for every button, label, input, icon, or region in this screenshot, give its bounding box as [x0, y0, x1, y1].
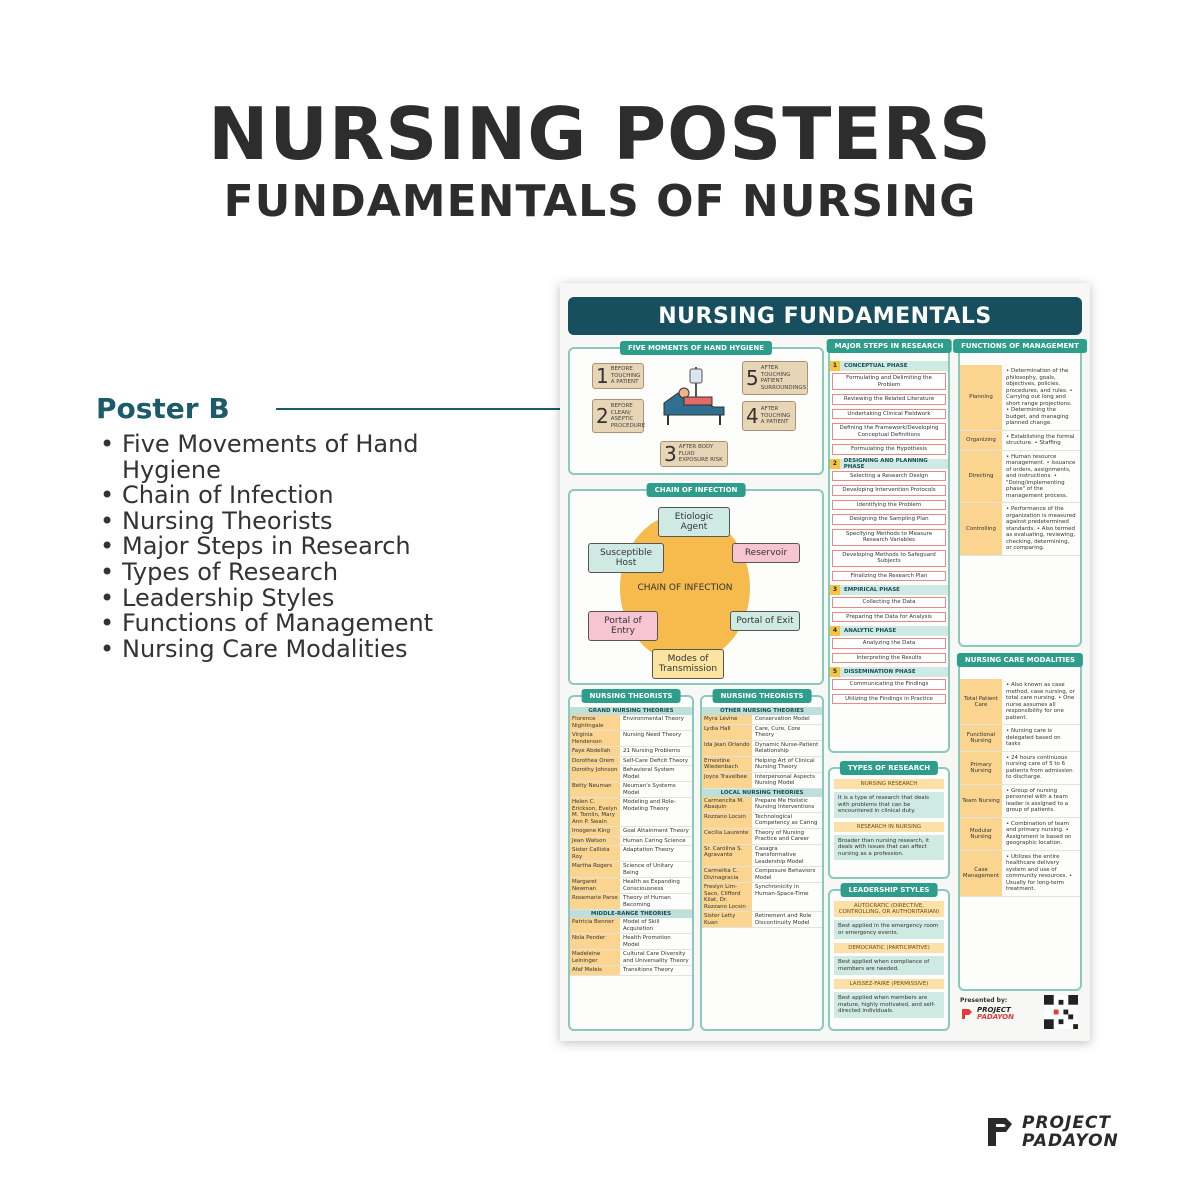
- research-step: Specifying Methods to Measure Research Variables: [832, 529, 946, 546]
- research-steps-section: [828, 342, 950, 753]
- theory-name: Theory of Nursing Practice and Career: [755, 829, 810, 842]
- chain-node-portal-exit: Portal of Exit: [730, 611, 800, 631]
- table-row: [702, 741, 822, 757]
- theory-name: Conservation Model: [755, 716, 810, 722]
- leadership-style-desc: Best applied in the emergency room or emergency events.: [834, 920, 944, 939]
- table-row: [570, 846, 692, 862]
- brand-logo: [984, 1114, 1119, 1150]
- research-step: Developing Intervention Protocols: [832, 485, 946, 496]
- table-row: [702, 883, 822, 912]
- hand-hygiene-moment: 4 AFTER TOUCHING A PATIENT: [742, 401, 796, 431]
- table-row: [702, 912, 822, 928]
- presenter-logo-icon: [960, 1007, 974, 1021]
- research-step: Identifying the Problem: [832, 500, 946, 511]
- theory-name: Modeling and Role-Modeling Theory: [623, 799, 676, 812]
- theorist-name: Imogene King: [570, 827, 620, 836]
- theory-name: Adaptation Theory: [623, 847, 674, 853]
- research-type-label: NURSING RESEARCH: [834, 779, 944, 789]
- theorist-name: Lydia Hall: [702, 725, 752, 740]
- table-row: [960, 851, 1080, 897]
- padayon-logo-icon: [984, 1114, 1016, 1150]
- research-phase: 4 ANALYTIC PHASE: [830, 626, 948, 636]
- theorist-name: Ida Jean Orlando: [702, 741, 752, 756]
- theorist-name: Helen C. Erickson, Evelyn M. Tomlin, Mary Ann P. Swain: [570, 798, 620, 826]
- table-row: [960, 785, 1080, 818]
- theorist-name: Rosemarie Parse: [570, 894, 620, 909]
- theorist-name: Ernestine Wiedenbach: [702, 757, 752, 772]
- research-step: Developing Methods to Safeguard Subjects: [832, 550, 946, 567]
- row-key: Total Patient Care: [960, 679, 1002, 724]
- table-row: [702, 867, 822, 883]
- leadership-style-desc: Best applied when compliance of members are needed.: [834, 956, 944, 975]
- table-row: [570, 950, 692, 966]
- theorist-name: Nola Pender: [570, 934, 620, 949]
- poster-title: NURSING FUNDAMENTALS: [568, 297, 1082, 335]
- theory-name: Nursing Need Theory: [623, 732, 682, 738]
- table-row: [570, 766, 692, 782]
- chain-node-etiologic: Etiologic Agent: [658, 507, 730, 537]
- chain-of-infection-section: [568, 486, 824, 685]
- table-row: [570, 731, 692, 747]
- theorist-name: Dorothy Johnson: [570, 766, 620, 781]
- table-row: [960, 752, 1080, 785]
- leadership-section: [828, 886, 950, 1031]
- qr-code-icon[interactable]: [1044, 995, 1078, 1029]
- row-key: Controlling: [960, 503, 1002, 555]
- theorist-name: Carmelita C. Divinagracia: [702, 867, 752, 882]
- table-row: [702, 725, 822, 741]
- chain-heading: CHAIN OF INFECTION: [647, 483, 746, 497]
- row-key: Case Management: [960, 851, 1002, 896]
- table-row: [570, 934, 692, 950]
- presented-by-label: Presented by:: [960, 997, 1008, 1004]
- theorist-name: Rozzano Locsin: [702, 813, 752, 828]
- chain-node-transmission: Modes of Transmission: [652, 649, 724, 679]
- theory-name: Helping Art of Clinical Nursing Theory: [755, 757, 815, 770]
- feature-list: [96, 432, 496, 662]
- theorist-name: Martha Rogers: [570, 862, 620, 877]
- research-phase: 5 DISSEMINATION PHASE: [830, 667, 948, 677]
- table-row: [702, 829, 822, 845]
- table-row: [570, 747, 692, 757]
- list-item: • Leadership Styles: [96, 586, 496, 612]
- table-row: [570, 715, 692, 731]
- leadership-style-label: AUTOCRATIC (DIRECTIVE, CONTROLLING, OR AUTHORITARIAN): [834, 901, 944, 917]
- research-phase: 3 EMPIRICAL PHASE: [830, 585, 948, 595]
- theory-name: Casagra Transformative Leadership Model: [755, 845, 804, 865]
- theorist-name: Margaret Newman: [570, 878, 620, 893]
- list-item: • Major Steps in Research: [96, 534, 496, 560]
- grand-theories-subhead: GRAND NURSING THEORIES: [570, 707, 692, 715]
- table-row: [570, 862, 692, 878]
- list-item: • Nursing Care Modalities: [96, 637, 496, 663]
- theory-name: Health as Expanding Consciousness: [623, 879, 680, 892]
- theorist-name: Sr. Carolina S. Agravante: [702, 845, 752, 867]
- page-subtitle: FUNDAMENTALS OF NURSING: [223, 176, 977, 227]
- theory-name: Environmental Theory: [623, 716, 684, 722]
- theory-name: Care, Cure, Core Theory: [755, 725, 801, 738]
- management-section: [958, 342, 1082, 647]
- research-step: Utilizing the Findings in Practice: [832, 694, 946, 705]
- row-key: Planning: [960, 365, 1002, 430]
- theory-name: Health Promotion Model: [623, 935, 671, 948]
- research-step: Designing the Sampling Plan: [832, 514, 946, 525]
- research-step: Finalizing the Research Plan: [832, 571, 946, 582]
- table-row: [702, 773, 822, 789]
- table-row: [702, 797, 822, 813]
- modalities-section: [958, 656, 1082, 991]
- theory-name: Goal Attainment Theory: [623, 828, 689, 834]
- research-heading: MAJOR STEPS IN RESEARCH: [827, 339, 952, 353]
- table-row: [570, 837, 692, 847]
- theorists-left-heading: NURSING THEORISTS: [582, 689, 681, 703]
- theory-name: Transitions Theory: [623, 967, 674, 973]
- row-key: Primary Nursing: [960, 752, 1002, 784]
- row-value: • Group of nursing personnel with a team leader is assigned to a group of patients.: [1006, 787, 1069, 813]
- theory-name: Prepare Me Holistic Nursing Interventions: [755, 797, 815, 810]
- theory-name: Self-Care Deficit Theory: [623, 757, 689, 764]
- modalities-heading: NURSING CARE MODALITIES: [957, 653, 1083, 667]
- table-row: [570, 782, 692, 798]
- theory-name: Neuman's Systems Model: [623, 783, 676, 796]
- research-step: Undertaking Clinical Fieldwork: [832, 409, 946, 420]
- table-row: [570, 757, 692, 767]
- theory-name: Retirement and Role Discontinuity Model: [755, 913, 812, 926]
- theorist-name: Carmencita M. Abaquin: [702, 797, 752, 812]
- research-step: Formulating the Hypothesis: [832, 444, 946, 455]
- table-row: [702, 845, 822, 868]
- theory-name: Dynamic Nurse-Patient Relationship: [755, 741, 819, 754]
- research-type-label: RESEARCH IN NURSING: [834, 822, 944, 832]
- theorists-left-section: [568, 692, 694, 1031]
- list-item: • Nursing Theorists: [96, 509, 496, 535]
- theorist-name: Cecilia Laurente: [702, 829, 752, 844]
- types-of-research-section: [828, 764, 950, 879]
- list-item: • Chain of Infection: [96, 483, 496, 509]
- row-key: Functional Nursing: [960, 725, 1002, 751]
- table-row: [702, 757, 822, 773]
- row-value: • Combination of team and primary nursing. • Assignment is based on geographic location.: [1006, 820, 1072, 846]
- table-row: [570, 966, 692, 976]
- table-row: [570, 894, 692, 910]
- table-row: [960, 451, 1080, 504]
- research-type-desc: It is a type of research that deals with problems that can be encountered in clinical duty.: [834, 792, 944, 818]
- research-step: Collecting the Data: [832, 597, 946, 608]
- leadership-style-desc: Best applied when members are mature, highly motivated, and self-directed individuals.: [834, 992, 944, 1018]
- research-phase: 2 DESIGNING AND PLANNING PHASE: [830, 459, 948, 469]
- research-step: Selecting a Research Design: [832, 471, 946, 482]
- theorist-name: Betty Neuman: [570, 782, 620, 797]
- theorist-name: Dorothea Orem: [570, 757, 620, 766]
- hand-hygiene-moment: 1 BEFORE TOUCHING A PATIENT: [592, 363, 644, 389]
- chain-node-susceptible: Susceptible Host: [588, 543, 664, 573]
- table-row: [960, 818, 1080, 851]
- theorist-name: Sister Letty Kuan: [702, 912, 752, 927]
- theorist-name: Freslyn Lim-Saco, Clifford Kilat, Dr. Rozzano Locsin: [702, 883, 752, 911]
- chain-node-portal-entry: Portal of Entry: [588, 611, 658, 641]
- theory-name: 21 Nursing Problems: [623, 748, 681, 754]
- table-row: [960, 679, 1080, 725]
- row-value: • 24 hours continuous nursing care of 5 to 6 patients from admission to discharge.: [1006, 754, 1073, 780]
- brand-line2: PADAYON: [1022, 1131, 1119, 1151]
- row-value: • Establishing the formal structure. • Staffing: [1006, 433, 1075, 446]
- theorist-name: Jean Watson: [570, 837, 620, 846]
- theorist-name: Myra Levine: [702, 715, 752, 724]
- theorist-name: Afaf Meleis: [570, 966, 620, 975]
- hand-hygiene-moment: 5 AFTER TOUCHING PATIENT SURROUNDINGS: [742, 361, 808, 395]
- row-value: • Utilizes the entire healthcare delivery system and use of community resources. • Usually for long-term treatment.: [1006, 853, 1073, 892]
- hand-hygiene-moment: 2 BEFORE CLEAN/ ASEPTIC PROCEDURE: [592, 399, 644, 433]
- research-step: Reviewing the Related Literature: [832, 394, 946, 405]
- research-step: Preparing the Data for Analysis: [832, 612, 946, 623]
- theory-name: Theory of Human Becoming: [623, 895, 671, 908]
- hand-hygiene-heading: FIVE MOMENTS OF HAND HYGIENE: [620, 341, 772, 355]
- table-row: [960, 725, 1080, 752]
- row-value: • Human resource management. • Issuance of orders, assignments, and instructions. • "Doing/implementing phase" of the management process.: [1006, 453, 1076, 499]
- chain-node-reservoir: Reservoir: [732, 543, 800, 563]
- patient-bed-illustration: [654, 363, 734, 433]
- row-value: • Performance of the organization is measured against predetermined standards. • Also termed as evaluating, reviewing, checking, determining, or comparing.: [1006, 506, 1076, 551]
- table-row: [570, 878, 692, 894]
- page-title: NURSING POSTERS: [208, 92, 992, 176]
- row-key: Team Nursing: [960, 785, 1002, 817]
- poster: [560, 283, 1090, 1041]
- theorists-right-heading: NURSING THEORISTS: [713, 689, 812, 703]
- presented-by: Presented by: PROJECT PADAYON: [960, 997, 1040, 1021]
- theory-name: Human Caring Science: [623, 837, 686, 844]
- chain-center-label: CHAIN OF INFECTION: [637, 583, 733, 593]
- row-key: Directing: [960, 451, 1002, 503]
- local-theories-subhead: LOCAL NURSING THEORIES: [702, 789, 822, 797]
- theory-name: Behavioral System Model: [623, 767, 675, 780]
- row-key: Organizing: [960, 431, 1002, 450]
- table-row: [702, 813, 822, 829]
- table-row: [960, 503, 1080, 556]
- row-key: Modular Nursing: [960, 818, 1002, 850]
- theorist-name: Patricia Benner: [570, 918, 620, 933]
- research-step: Analyzing the Data: [832, 638, 946, 649]
- other-theories-subhead: OTHER NURSING THEORIES: [702, 707, 822, 715]
- leadership-style-label: LAISSEZ-FAIRE (PERMISSIVE): [834, 979, 944, 989]
- theorist-name: Madeleine Leininger: [570, 950, 620, 965]
- research-phase: 1 CONCEPTUAL PHASE: [830, 361, 948, 371]
- leadership-style-label: DEMOCRATIC (PARTICIPATIVE): [834, 943, 944, 953]
- list-item: • Five Movements of Hand Hygiene: [96, 432, 496, 483]
- brand-line1: PROJECT: [1022, 1113, 1112, 1133]
- table-row: [960, 365, 1080, 431]
- poster-label: Poster B: [96, 392, 230, 425]
- middle-theories-subhead: MIDDLE-RANGE THEORIES: [570, 910, 692, 918]
- research-type-desc: Broader than nursing research, it deals with issues that can affect nursing as a profession.: [834, 835, 944, 861]
- theory-name: Science of Unitary Being: [623, 863, 674, 876]
- table-row: [960, 431, 1080, 451]
- research-step: Defining the Framework/Developing Conceptual Definitions: [832, 423, 946, 440]
- research-step: Formulating and Delimiting the Problem: [832, 373, 946, 390]
- theorist-name: Faye Abdellah: [570, 747, 620, 756]
- theorist-name: Florence Nightingale: [570, 715, 620, 730]
- table-row: [570, 918, 692, 934]
- theory-name: Interpersonal Aspects Nursing Model: [755, 773, 815, 786]
- theory-name: Cultural Care Diversity and Universality Theory: [623, 951, 689, 964]
- theorists-right-section: [700, 692, 824, 1031]
- theorist-name: Virginia Henderson: [570, 731, 620, 746]
- table-row: [570, 798, 692, 827]
- row-value: • Determination of the philosophy, goals, objectives, policies, procedures, and rules. • Carrying out long and short range projections. • Determining the budget, and managing planned change.: [1006, 368, 1073, 426]
- theory-name: Model of Skill Acquisition: [623, 919, 660, 932]
- management-heading: FUNCTIONS OF MANAGEMENT: [953, 339, 1087, 353]
- theory-name: Composure Behaviors Model: [755, 868, 816, 881]
- row-value: • Nursing care is delegated based on tasks: [1006, 728, 1061, 747]
- list-item: • Functions of Management: [96, 611, 496, 637]
- row-value: • Also known as case method, case nursing, or total care nursing. • One nurse assumes all responsibility for one patient.: [1006, 682, 1075, 721]
- theory-name: Technological Competency as Caring: [755, 813, 818, 826]
- hand-hygiene-section: [568, 344, 824, 475]
- list-item: • Types of Research: [96, 560, 496, 586]
- research-step: Interpreting the Results: [832, 653, 946, 664]
- theorist-name: Sister Callista Roy: [570, 846, 620, 861]
- theorist-name: Joyce Travelbee: [702, 773, 752, 788]
- types-heading: TYPES OF RESEARCH: [840, 761, 938, 775]
- leadership-heading: LEADERSHIP STYLES: [841, 883, 938, 897]
- theory-name: Synchronicity in Human-Space-Time: [755, 884, 809, 897]
- table-row: [702, 715, 822, 725]
- research-step: Communicating the Findings: [832, 679, 946, 690]
- hand-hygiene-moment: 3 AFTER BODY FLUID EXPOSURE RISK: [660, 441, 728, 467]
- table-row: [570, 827, 692, 837]
